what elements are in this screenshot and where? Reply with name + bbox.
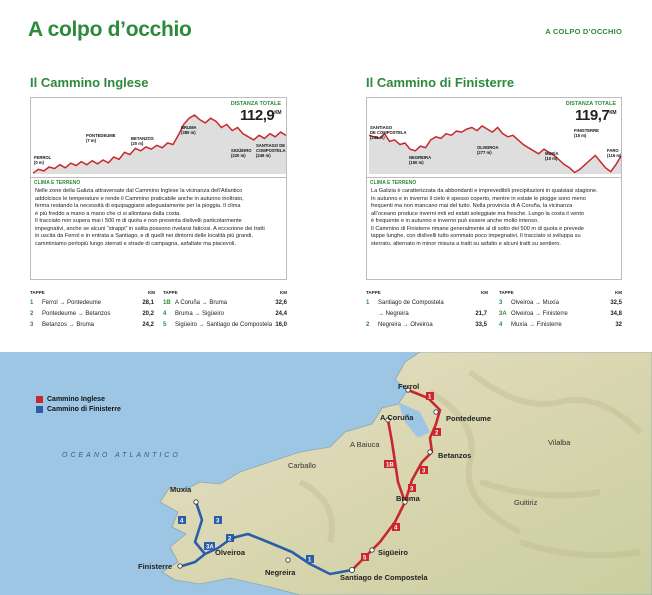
stage-marker-label: 3 bbox=[422, 468, 426, 475]
desc-line: frequenti ma non mancano mai del tutto. Nella provincia di A Coruña, la vicinanza bbox=[371, 203, 573, 209]
place-label: Carballo bbox=[288, 461, 316, 470]
profile-label: FINISTERRE (15 m) bbox=[574, 128, 599, 138]
stage-marker-label: 2 bbox=[435, 430, 439, 437]
stage-row: 3 Betanzos → Bruma 24,2 bbox=[30, 322, 154, 328]
place-label: A Baiuca bbox=[350, 440, 380, 449]
stages-col: KM bbox=[280, 290, 287, 295]
stage-marker-label: 3 bbox=[410, 486, 414, 493]
stage-marker-label: 1 bbox=[308, 557, 312, 564]
profile-label: BRUMA (380 m) bbox=[181, 125, 197, 135]
climate-text bbox=[35, 188, 282, 248]
stage-marker-label: 2 bbox=[228, 536, 232, 543]
place-label: Santiago de Compostela bbox=[340, 573, 428, 582]
place-label: Olveiroa bbox=[215, 548, 246, 557]
distance-label: DISTANZA TOTALE bbox=[565, 101, 616, 107]
distance-value: $119,7^{KM}$ bbox=[575, 107, 616, 124]
profile-label: PONTEDEUME (7 m) bbox=[86, 133, 116, 143]
climate-heading: CLIMA E TERRENO bbox=[34, 180, 81, 186]
stage-row: 2 Negreira → Olveiroa 33,5 bbox=[366, 322, 487, 328]
place-label: Negreira bbox=[265, 568, 296, 577]
profile-label: FERROL (0 m) bbox=[34, 155, 52, 165]
legend-item bbox=[36, 394, 121, 404]
desc-line: Nelle zone della Galizia attraversate dal Cammino Inglese la vicinanza dell’Atlantico bbox=[35, 188, 243, 194]
place-label: Betanzos bbox=[438, 451, 472, 460]
profile-label: NEGREIRA (150 m) bbox=[409, 155, 432, 165]
stage-row: 3A Olveiroa → Finisterre 34,8 bbox=[499, 311, 622, 317]
place-label: Bruma bbox=[396, 494, 420, 503]
desc-line: ferma restando la necessità di equipaggiarsi adeguatamente per la pioggia. Il clima bbox=[35, 203, 241, 209]
stage-row: 1B A Coruña → Bruma 32,6 bbox=[163, 300, 287, 306]
map-legend bbox=[36, 394, 121, 414]
running-head: A COLPO D’OCCHIO bbox=[545, 27, 622, 36]
stage-marker-label: 4 bbox=[180, 518, 184, 525]
desc-line: In autunno e in inverno il cielo è spesso coperto, mentre in estate le piogge sono meno bbox=[371, 195, 586, 202]
place-label: Pontedeume bbox=[446, 414, 492, 423]
stage-row: 2 Pontedeume → Betanzos 20,2 bbox=[30, 311, 154, 317]
finisterre-profile bbox=[366, 97, 622, 178]
stages-col: TAPPE bbox=[499, 290, 514, 295]
stages-col: KM bbox=[615, 290, 622, 295]
legend-item bbox=[36, 404, 121, 414]
stage-row: 4 Muxía → Finisterre 32 bbox=[499, 322, 622, 328]
stage-marker-label: 4 bbox=[394, 525, 398, 532]
desc-line: sterrato, alternato in minor misura a tratti su asfalto e alcuni tratti su sentiero. bbox=[371, 240, 561, 247]
desc-line: La Galizia è caratterizzata da abbondanti e imprevedibili precipitazioni in qualsiasi stagione. bbox=[371, 188, 598, 194]
ocean-label: OCEANO ATLANTICO bbox=[62, 452, 181, 459]
desc-line: camminiamo perlopiù lungo sterrati e strade di campagna, asfaltate ma piacevoli. bbox=[35, 240, 236, 247]
stage-row: 1 Ferrol → Pontedeume 28,1 bbox=[30, 300, 154, 306]
legend-label: Cammino di Finisterre bbox=[47, 405, 121, 413]
stage-row: → Negreira 21,7 bbox=[378, 311, 487, 317]
stages-col: TAPPE bbox=[163, 290, 178, 295]
map-graphic bbox=[0, 352, 652, 595]
stage-row: 5 Sigüeiro → Santiago de Compostela 16,0 bbox=[163, 322, 287, 328]
desc-line: è frequente e in autunno e inverno può essere anche molto intenso. bbox=[371, 218, 539, 224]
stage-row: 4 Bruma → Sigüeiro 24,4 bbox=[163, 311, 287, 317]
place-label: Ferrol bbox=[398, 382, 420, 391]
desc-line: in uscita da Ferrol e in entrata a Santiago, e di quelli nei dintorni delle località più grandi, bbox=[35, 233, 253, 239]
legend-label: Cammino Inglese bbox=[47, 395, 105, 403]
place-label: Guitiriz bbox=[514, 498, 538, 507]
stage-row: 3 Olveiroa → Muxía 32,5 bbox=[499, 300, 622, 306]
stages-col: KM bbox=[148, 290, 155, 295]
desc-line: Il Cammino di Finisterre rimane generalmente al di sotto dei 500 m di quota e prevede bbox=[371, 225, 584, 232]
stage-marker-label: 3 bbox=[216, 518, 220, 525]
inglese-description-box bbox=[30, 178, 287, 280]
legend-swatch bbox=[36, 406, 43, 413]
legend-swatch bbox=[36, 396, 43, 403]
finisterre-description-box bbox=[366, 178, 622, 280]
place-label: Sigüeiro bbox=[378, 548, 409, 557]
stages-col: TAPPE bbox=[366, 290, 381, 295]
desc-line: addolcisce le temperature e rende il Cammino praticabile anche in autunno inoltrato, bbox=[35, 195, 244, 202]
stage-marker-label: 1 bbox=[428, 394, 432, 401]
climate-text bbox=[371, 188, 617, 248]
page-title: A colpo d’occhio bbox=[28, 18, 192, 41]
stage-marker-label: 5 bbox=[363, 555, 367, 562]
route-map bbox=[0, 352, 652, 595]
profile-label: OLVEIROA (277 m) bbox=[477, 145, 499, 155]
distance-value: $112,9^{KM}$ bbox=[240, 107, 281, 124]
stage-marker-label: 3A bbox=[206, 544, 214, 551]
stage-marker-label: 1B bbox=[386, 462, 394, 469]
distance-label: DISTANZA TOTALE bbox=[230, 101, 281, 107]
inglese-profile bbox=[30, 97, 287, 178]
stage-row: 1 Santiago de Compostela bbox=[366, 300, 444, 306]
profile-label: SANTIAGO DE COMPOSTELA (249 m) bbox=[370, 125, 407, 140]
stages-col: TAPPE bbox=[30, 290, 45, 295]
desc-line: impegnativi, anche se alcuni “strappi” in salita possono rivelarsi faticosi. A eccezione dei tratti bbox=[35, 225, 265, 232]
profile-label: SANTIAGO DE COMPOSTELA (249 m) bbox=[256, 143, 286, 158]
place-label: Finisterre bbox=[138, 562, 173, 571]
stages-col: KM bbox=[481, 290, 488, 295]
profile-label: SIGÜEIRO (220 m) bbox=[231, 148, 252, 158]
profile-label: FARO (116 m) bbox=[607, 148, 622, 158]
place-label: Vilalba bbox=[548, 438, 571, 447]
desc-line: tappe lunghe, con dislivelli tutto sommato poco impegnativi. Il tracciato si sviluppa su bbox=[371, 233, 581, 239]
place-label: Muxía bbox=[170, 485, 192, 494]
desc-line: all’oceano produce inverni miti ed estati soleggiate ma fresche. Lungo la costa il vento bbox=[371, 210, 584, 217]
place-label: A Coruña bbox=[380, 413, 414, 422]
profile-label: MUXÍA (10 m) bbox=[545, 151, 559, 161]
finisterre-title: Il Cammino di Finisterre bbox=[366, 75, 515, 90]
climate-heading: CLIMA E TERRENO bbox=[370, 180, 417, 186]
profile-label: BETANZOS (20 m) bbox=[131, 136, 154, 146]
desc-line: è più freddo a mano a mano che ci si allontana dalla costa. bbox=[35, 210, 181, 217]
desc-line: Il tracciato non supera mai i 500 m di quota e non presenta dislivelli particolarmente bbox=[35, 218, 242, 224]
inglese-title: Il Cammino Inglese bbox=[30, 75, 149, 90]
